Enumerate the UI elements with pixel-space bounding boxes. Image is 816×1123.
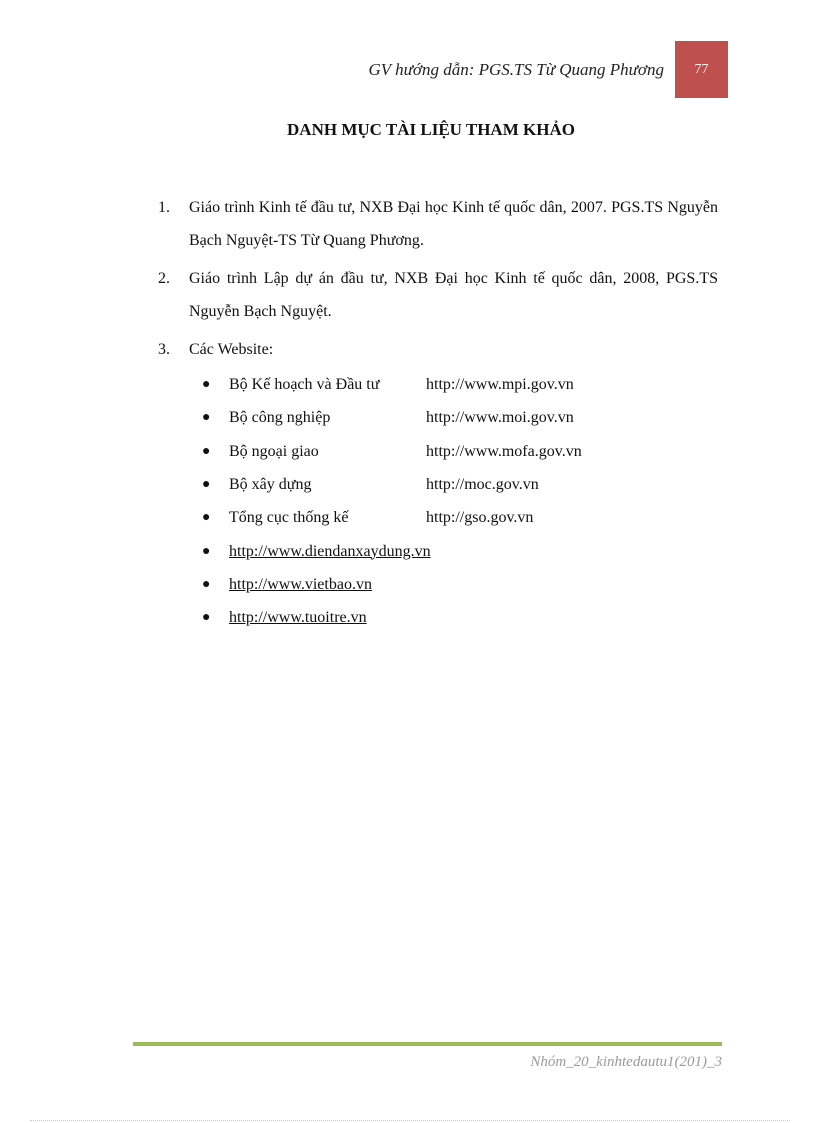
website-name: Bộ xây dựng bbox=[229, 476, 312, 494]
footer-text: Nhóm_20_kinhtedautu1(201)_3 bbox=[530, 1054, 722, 1070]
reference-item-3 bbox=[158, 333, 718, 366]
hyperlink[interactable]: http://www.tuoitre.vn bbox=[229, 609, 367, 627]
bullet-icon: ● bbox=[202, 510, 211, 526]
website-url[interactable]: http://moc.gov.vn bbox=[426, 476, 539, 494]
hyperlink[interactable]: http://www.vietbao.vn bbox=[229, 575, 372, 593]
website-name: Bộ ngoại giao bbox=[229, 442, 319, 460]
bullet-icon: ● bbox=[202, 410, 211, 426]
hyperlink[interactable]: http://www.diendanxaydung.vn bbox=[229, 542, 431, 560]
reference-item-2 bbox=[158, 262, 718, 328]
link-item bbox=[202, 568, 718, 601]
website-url[interactable]: http://www.moi.gov.vn bbox=[426, 409, 574, 427]
website-item bbox=[202, 468, 718, 501]
link-item bbox=[202, 601, 718, 634]
website-item bbox=[202, 368, 718, 401]
website-name: Bộ công nghiệp bbox=[229, 409, 331, 427]
website-item bbox=[202, 435, 718, 468]
website-item bbox=[202, 401, 718, 434]
reference-number: 3. bbox=[158, 341, 170, 358]
website-name: Tổng cục thống kế bbox=[229, 509, 349, 527]
page-bottom-divider bbox=[30, 1120, 790, 1121]
website-url[interactable]: http://www.mpi.gov.vn bbox=[426, 376, 574, 394]
bullet-icon: ● bbox=[202, 477, 211, 493]
reference-list bbox=[158, 191, 718, 634]
reference-text: Các Website: bbox=[189, 341, 274, 358]
bullet-icon: ● bbox=[202, 543, 211, 559]
page-number-box bbox=[675, 41, 728, 98]
reference-text: Giáo trình Kinh tế đầu tư, NXB Đại học Kinh tế quốc dân, 2007. PGS.TS Nguyễn Bạch Nguyệt-TS Từ Quang Phương. bbox=[189, 199, 718, 249]
website-url[interactable]: http://gso.gov.vn bbox=[426, 509, 534, 527]
website-url[interactable]: http://www.mofa.gov.vn bbox=[426, 442, 582, 460]
bullet-icon: ● bbox=[202, 377, 211, 393]
reference-text: Giáo trình Lập dự án đầu tư, NXB Đại học Kinh tế quốc dân, 2008, PGS.TS Nguyễn Bạch Nguyệt. bbox=[189, 270, 718, 320]
link-item bbox=[202, 534, 718, 567]
header-supervisor: GV hướng dẫn: PGS.TS Từ Quang Phương bbox=[368, 60, 664, 79]
reference-number: 2. bbox=[158, 270, 170, 287]
website-list bbox=[202, 368, 718, 634]
page-number: 77 bbox=[694, 61, 709, 77]
bullet-icon: ● bbox=[202, 610, 211, 626]
website-name: Bộ Kế hoạch và Đầu tư bbox=[229, 376, 380, 394]
bullet-icon: ● bbox=[202, 576, 211, 592]
reference-number: 1. bbox=[158, 199, 170, 216]
reference-item-1 bbox=[158, 191, 718, 257]
page-title: DANH MỤC TÀI LIỆU THAM KHẢO bbox=[287, 120, 575, 139]
website-item bbox=[202, 501, 718, 534]
footer-rule bbox=[133, 1042, 722, 1046]
bullet-icon: ● bbox=[202, 443, 211, 459]
